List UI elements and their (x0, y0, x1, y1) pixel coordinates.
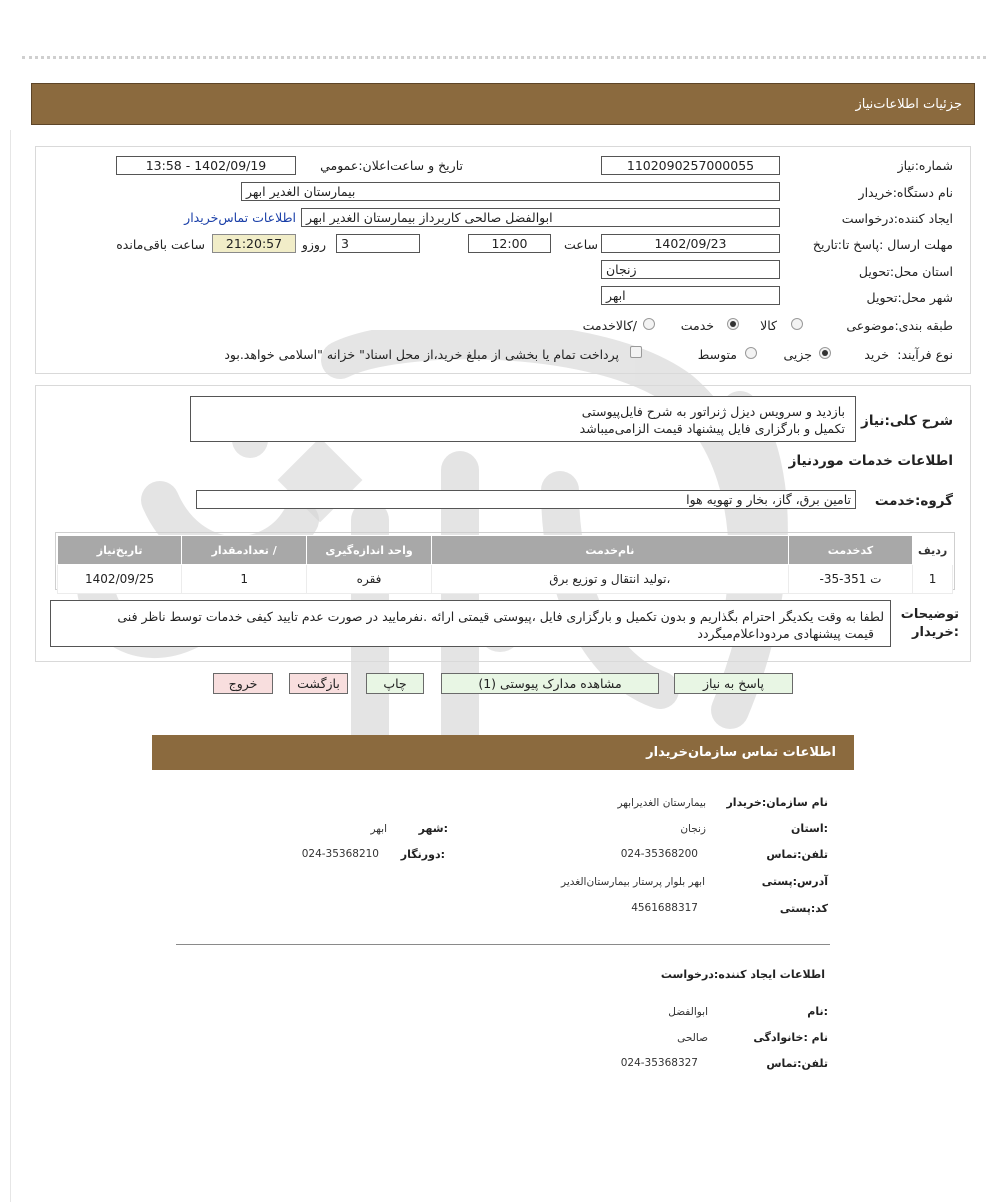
contact-address-label: آدرس:پستی (761, 875, 828, 888)
buyer-notes-box (50, 600, 891, 647)
buyer-contact-header-bar (152, 735, 854, 770)
contact-postal-value: 4561688317 (631, 902, 698, 914)
view-attachments-button[interactable]: مشاهده مدارک پیوستی (1) (441, 673, 659, 694)
left-border-line (10, 130, 11, 1202)
contact-postal-label: کد:پستی (779, 902, 828, 915)
deadline-label: مهلت ارسال :پاسخ تا:تاریخ (812, 237, 953, 252)
province-field: زنجان (601, 260, 780, 279)
summary-label: شرح کلی:نیاز (861, 413, 953, 429)
deadline-date-field: 1402/09/23 (601, 234, 780, 253)
announce-label: تاریخ و ساعت‌اعلان:عمومي (320, 158, 463, 173)
category-option-service: خدمت (680, 318, 714, 333)
requester-name-label: :نام (807, 1005, 828, 1018)
contact-city-label: :شهر (418, 822, 448, 835)
process-label: نوع فرآیند: (897, 347, 953, 362)
category-radio-goods[interactable] (791, 318, 803, 330)
cell-quantity: 1 (182, 565, 307, 594)
need-info-panel (35, 146, 971, 374)
contact-city-value: ابهر (370, 823, 387, 835)
announce-field: 1402/09/19 - 13:58 (116, 156, 296, 175)
buyer-contact-link[interactable]: اطلاعات تماس‌خریدار (184, 210, 296, 225)
summary-box (190, 396, 856, 442)
process-option-medium: متوسط (697, 347, 737, 362)
cell-need-date: 1402/09/25 (58, 565, 182, 594)
requester-phone-label: تلفن:تماس (766, 1057, 828, 1070)
buyer-org-field: بیمارستان الغدیر ابهر (241, 182, 780, 201)
cell-service-code: ت 351-35- (788, 565, 912, 594)
city-field: ابهر (601, 286, 780, 305)
contact-province-label: :استان (791, 822, 828, 835)
category-option-goods-service: /کالاخدمت (582, 318, 637, 333)
col-header-row: ردیف (913, 536, 953, 565)
table-row (58, 565, 953, 594)
process-radio-medium[interactable] (745, 347, 757, 359)
province-label: استان محل:تحویل (858, 264, 953, 279)
exit-button[interactable]: خروج (213, 673, 273, 694)
col-header-service-code: کدخدمت (788, 536, 912, 565)
details-header-title: جزئیات اطلاعات‌نیاز (855, 97, 962, 112)
requester-name-value: ابوالفضل (668, 1006, 708, 1018)
requester-phone-value: 024-35368327 (620, 1057, 698, 1069)
contact-phone-value: 024-35368200 (620, 848, 698, 860)
contact-fax-label: :دورنگار (400, 848, 445, 861)
buyer-contact-title: اطلاعات تماس سازمان‌خریدار (646, 745, 836, 760)
process-option-minor: جزیی (783, 347, 812, 362)
org-name-value: بیمارستان الغدیرابهر (617, 797, 706, 809)
process-type: خرید (864, 347, 889, 362)
top-divider (22, 56, 986, 59)
summary-line-1: بازدید و سرویس دیزل ژنراتور به شرح فایل‌پیوستی (581, 404, 845, 419)
contact-phone-label: تلفن:تماس (766, 848, 828, 861)
col-header-need-date: تاریخ‌نیاز (58, 536, 182, 565)
reply-button[interactable]: پاسخ به نیاز (674, 673, 793, 694)
contact-address-value: ابهر بلوار پرستار بیمارستان‌الغدیر (561, 876, 705, 888)
col-header-service-name: نام‌خدمت (431, 536, 788, 565)
city-label: شهر محل:تحویل (866, 290, 953, 305)
contact-province-value: زنجان (680, 823, 706, 835)
category-option-goods: کالا (760, 318, 777, 333)
cell-unit: فقره (307, 565, 432, 594)
need-number-field: 1102090257000055 (601, 156, 780, 175)
treasury-payment-note: پرداخت تمام یا بخشی از مبلغ خرید،از محل اسناد" خزانه "اسلامی خواهد.بود (224, 347, 619, 362)
creator-field: ابوالفضل صالحی کاربرداز بیمارستان الغدیر ابهر (301, 208, 780, 227)
requester-family-value: صالحی (677, 1032, 708, 1044)
org-name-label: نام سازمان:خریدار (726, 796, 828, 809)
deadline-time-field: 12:00 (468, 234, 551, 253)
category-radio-service[interactable] (727, 318, 739, 330)
buyer-org-label: نام دستگاه:خریدار (858, 185, 953, 200)
category-radio-goods-service[interactable] (643, 318, 655, 330)
services-table (57, 535, 953, 594)
requester-family-label: نام :خانوادگی (753, 1031, 828, 1044)
deadline-time-label: ساعت (563, 237, 598, 252)
process-radio-minor[interactable] (819, 347, 831, 359)
service-group-field: تامین برق، گاز، بخار و تهویه هوا (196, 490, 856, 509)
cell-row-number: 1 (913, 565, 953, 594)
treasury-payment-checkbox[interactable] (630, 346, 642, 358)
buyer-notes-line-1: لطفا به وقت یکدیگر احترام بگذاریم و بدون تکمیل و بارگزاری فایل ،پیوستی قیمتی ارائه .نفرمایید در صورت عدم تایید کیفی خدمات توسط ناظر فنی (117, 609, 884, 624)
back-button[interactable]: بازگشت (289, 673, 348, 694)
remaining-time-field: 21:20:57 (212, 234, 296, 253)
creator-label: ایجاد کننده:درخواست (841, 211, 953, 226)
col-header-unit: واحد اندازه‌گیری (307, 536, 432, 565)
cell-service-name: ،تولید انتقال و توزیع برق (431, 565, 788, 594)
buyer-notes-label: توضیحات :خریدار (900, 607, 959, 640)
remaining-time-label: ساعت باقی‌مانده (116, 237, 205, 252)
category-label: طبقه بندی:موضوعی (846, 318, 953, 333)
days-label: روزو (301, 237, 326, 252)
service-group-label: گروه:خدمت (874, 493, 953, 509)
need-number-label: شماره:نیاز (897, 158, 953, 173)
buyer-notes-line-2: قیمت پیشنهادی مردوداعلام‌میگردد (697, 626, 874, 641)
summary-line-2: تکمیل و بارگزاری فایل پیشنهاد قیمت الزامی‌میباشد (579, 421, 845, 436)
requester-title: اطلاعات ایجاد کننده:درخواست (660, 968, 825, 981)
services-title: اطلاعات خدمات موردنیاز (788, 453, 953, 469)
contact-divider (176, 944, 830, 945)
days-field: 3 (336, 234, 420, 253)
col-header-quantity: / تعدادمقدار (182, 536, 307, 565)
details-header-bar (31, 83, 975, 125)
contact-fax-value: 024-35368210 (301, 848, 379, 860)
print-button[interactable]: چاپ (366, 673, 424, 694)
